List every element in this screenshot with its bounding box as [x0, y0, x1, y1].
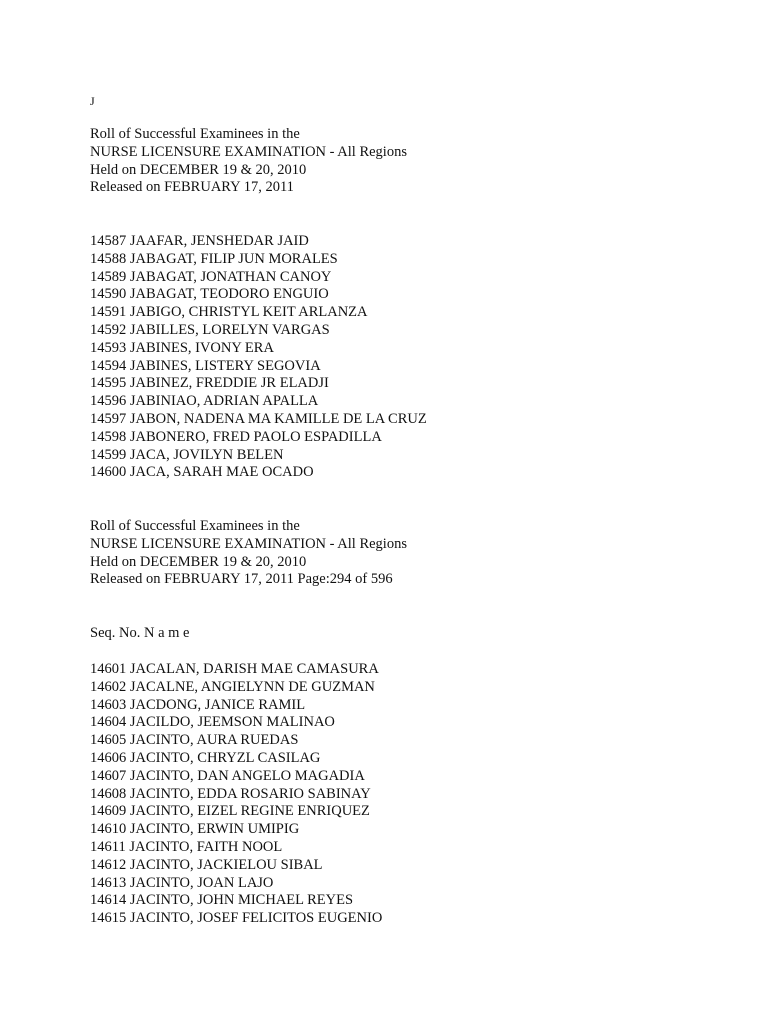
list-item	[90, 679, 382, 697]
header-1-line-4: Released on FEBRUARY 17, 2011	[90, 179, 294, 196]
examinee-name: JACALNE, ANGIELYNN DE GUZMAN	[129, 678, 375, 695]
examinee-name: JACINTO, EDDA ROSARIO SABINAY	[129, 785, 371, 802]
seq-no: 14597	[90, 410, 127, 427]
examinee-list-2	[90, 661, 382, 928]
list-item	[90, 803, 382, 821]
seq-no: 14610	[90, 821, 127, 838]
list-item	[90, 786, 382, 804]
seq-no: 14602	[90, 678, 127, 695]
examinee-name: JACINTO, CHRYZL CASILAG	[129, 749, 321, 766]
examinee-name: JABILLES, LORELYN VARGAS	[129, 321, 330, 338]
examinee-name: JABON, NADENA MA KAMILLE DE LA CRUZ	[129, 410, 427, 427]
seq-no: 14615	[90, 910, 127, 927]
examinee-name: JACA, JOVILYN BELEN	[129, 446, 284, 463]
list-item	[90, 304, 427, 322]
seq-no: 14598	[90, 428, 127, 445]
header-1-line-2: NURSE LICENSURE EXAMINATION - All Regions	[90, 143, 407, 160]
examinee-name: JACDONG, JANICE RAMIL	[129, 696, 306, 713]
list-item	[90, 857, 382, 875]
seq-no: 14599	[90, 446, 127, 463]
list-item	[90, 464, 427, 482]
examinee-name: JABAGAT, TEODORO ENGUIO	[129, 286, 329, 303]
list-item	[90, 340, 427, 358]
list-item	[90, 839, 382, 857]
examinee-name: JACALAN, DARISH MAE CAMASURA	[129, 661, 379, 677]
seq-no: 14595	[90, 375, 127, 392]
list-item	[90, 732, 382, 750]
seq-no: 14601	[90, 661, 127, 677]
list-item	[90, 750, 382, 768]
examinee-name: JACINTO, FAITH NOOL	[129, 838, 283, 855]
list-item	[90, 269, 427, 287]
examinee-name: JABINES, LISTERY SEGOVIA	[129, 357, 321, 374]
header-1-line-3: Held on DECEMBER 19 & 20, 2010	[90, 161, 307, 178]
examinee-name: JABINIAO, ADRIAN APALLA	[129, 393, 319, 410]
examinee-name: JACINTO, AURA RUEDAS	[129, 732, 299, 749]
examinee-name: JACA, SARAH MAE OCADO	[129, 464, 314, 481]
examinee-name: JACINTO, EIZEL REGINE ENRIQUEZ	[129, 803, 370, 820]
list-item	[90, 429, 427, 447]
examinee-name: JAAFAR, JENSHEDAR JAID	[129, 233, 309, 249]
list-item	[90, 411, 427, 429]
seq-no: 14593	[90, 339, 127, 356]
seq-no: 14604	[90, 714, 127, 731]
examinee-name: JABAGAT, FILIP JUN MORALES	[129, 250, 338, 267]
column-header	[90, 625, 189, 643]
list-item	[90, 251, 427, 269]
list-item	[90, 910, 382, 928]
roll-header-2	[90, 518, 407, 589]
list-item	[90, 821, 382, 839]
examinee-name: JACINTO, ERWIN UMIPIG	[129, 821, 300, 838]
list-item	[90, 375, 427, 393]
examinee-name: JACINTO, JOSEF FELICITOS EUGENIO	[129, 910, 383, 927]
header-1-line-1: Roll of Successful Examinees in the	[90, 126, 300, 142]
list-item	[90, 697, 382, 715]
list-item	[90, 322, 427, 340]
seq-no: 14596	[90, 393, 127, 410]
seq-no: 14594	[90, 357, 127, 374]
seq-no: 14614	[90, 892, 127, 909]
seq-no: 14611	[90, 838, 126, 855]
examinee-name: JABINEZ, FREDDIE JR ELADJI	[129, 375, 329, 392]
list-item	[90, 447, 427, 465]
list-item	[90, 358, 427, 376]
seq-no: 14589	[90, 268, 127, 285]
seq-no: 14608	[90, 785, 127, 802]
list-item	[90, 393, 427, 411]
list-item	[90, 286, 427, 304]
list-item	[90, 892, 382, 910]
examinee-name: JABIGO, CHRISTYL KEIT ARLANZA	[129, 304, 368, 321]
header-2-line-3: Held on DECEMBER 19 & 20, 2010	[90, 553, 307, 570]
seq-no: 14592	[90, 321, 127, 338]
header-2-line-4: Released on FEBRUARY 17, 2011 Page:294 of 596	[90, 571, 393, 588]
seq-no: 14591	[90, 304, 127, 321]
page-marker: J	[90, 94, 95, 108]
list-item	[90, 233, 427, 251]
seq-no: 14613	[90, 874, 127, 891]
seq-no: 14587	[90, 233, 127, 249]
seq-no: 14600	[90, 464, 127, 481]
seq-no: 14588	[90, 250, 127, 267]
header-2-line-2: NURSE LICENSURE EXAMINATION - All Regions	[90, 535, 407, 552]
seq-no: 14612	[90, 856, 127, 873]
examinee-name: JACILDO, JEEMSON MALINAO	[129, 714, 335, 731]
list-item	[90, 768, 382, 786]
list-item	[90, 661, 382, 679]
seq-no: 14607	[90, 767, 127, 784]
seq-no: 14606	[90, 749, 127, 766]
list-item	[90, 714, 382, 732]
column-header-label: Seq. No. N a m e	[90, 625, 190, 641]
seq-no: 14590	[90, 286, 127, 303]
examinee-name: JACINTO, DAN ANGELO MAGADIA	[129, 767, 365, 784]
examinee-name: JACINTO, JOHN MICHAEL REYES	[129, 892, 354, 909]
seq-no: 14609	[90, 803, 127, 820]
roll-header-1	[90, 126, 407, 197]
examinee-name: JABINES, IVONY ERA	[129, 339, 274, 356]
examinee-name: JACINTO, JOAN LAJO	[129, 874, 274, 891]
examinee-name: JABONERO, FRED PAOLO ESPADILLA	[129, 428, 382, 445]
seq-no: 14605	[90, 732, 127, 749]
seq-no: 14603	[90, 696, 127, 713]
examinee-name: JACINTO, JACKIELOU SIBAL	[129, 856, 323, 873]
examinee-name: JABAGAT, JONATHAN CANOY	[129, 268, 332, 285]
header-2-line-1: Roll of Successful Examinees in the	[90, 518, 300, 534]
list-item	[90, 875, 382, 893]
examinee-list-1	[90, 233, 427, 482]
